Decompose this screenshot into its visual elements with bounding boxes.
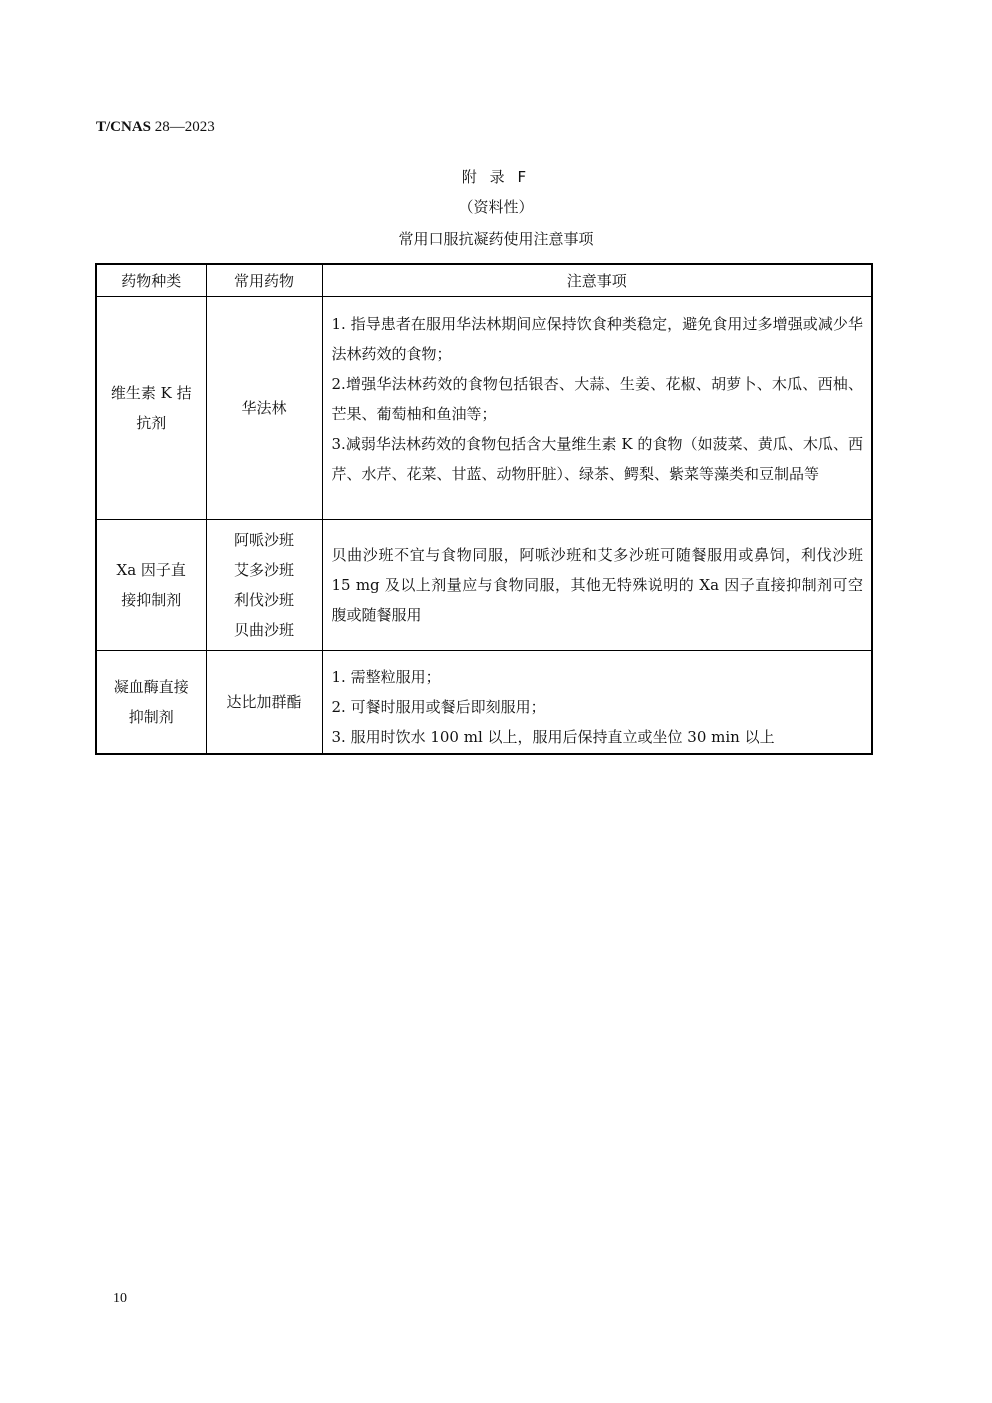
precaution-item: 3.减弱华法林药效的食物包括含大量维生素 K 的食物（如菠菜、黄瓜、木瓜、西芹、水芹、花菜、甘蓝、动物肝脏）、绿茶、鳄梨、紫菜等藻类和豆制品等 [331, 435, 863, 483]
category-line: 维生素 K 拮 [110, 384, 192, 402]
drug-name: 艾多沙班 [233, 561, 294, 579]
appendix-title: 附 录 F [461, 168, 531, 186]
drug-name: 阿哌沙班 [233, 531, 294, 549]
category-line: 凝血酶直接 [113, 678, 189, 696]
category-line: 抑制剂 [128, 708, 174, 726]
standard-prefix: T/CNAS [96, 119, 152, 135]
table-title: 常用口服抗凝药使用注意事项 [398, 230, 594, 248]
category-line: 抗剂 [136, 414, 167, 432]
drug-category-cell [96, 520, 206, 651]
header-precautions: 注意事项 [322, 264, 872, 297]
table-row [96, 297, 872, 520]
precaution-item: 2. 可餐时服用或餐后即刻服用； [331, 698, 546, 716]
header-common-drug: 常用药物 [206, 264, 322, 297]
header-drug-category: 药物种类 [96, 264, 206, 297]
drug-name-cell [206, 297, 322, 520]
table-row [96, 520, 872, 651]
drug-name: 利伐沙班 [233, 591, 294, 609]
drug-name: 达比加群酯 [226, 693, 302, 711]
drug-name: 贝曲沙班 [233, 621, 294, 639]
table-header-row [96, 264, 872, 297]
precaution-item: 贝曲沙班不宜与食物同服，阿哌沙班和艾多沙班可随餐服用或鼻饲，利伐沙班 15 mg 及以上剂量应与食物同服，其他无特殊说明的 Xa 因子直接抑制剂可空腹或随餐服用 [331, 546, 863, 624]
document-code [96, 119, 215, 136]
appendix-nature: （资料性） [458, 198, 534, 216]
precautions-cell [322, 520, 872, 651]
table-row [96, 651, 872, 755]
drug-name-cell [206, 651, 322, 755]
page-number: 10 [113, 1291, 127, 1306]
precaution-item: 3. 服用时饮水 100 ml 以上，服用后保持直立或坐位 30 min 以上 [331, 728, 775, 746]
category-line: 接抑制剂 [121, 591, 182, 609]
drug-name: 华法林 [241, 399, 287, 417]
drug-category-cell [96, 297, 206, 520]
precautions-cell [322, 651, 872, 755]
drug-name-cell [206, 520, 322, 651]
drug-category-cell [96, 651, 206, 755]
precaution-item: 1. 需整粒服用； [331, 668, 441, 686]
category-line: Xa 因子直 [116, 561, 186, 579]
precautions-cell [322, 297, 872, 520]
standard-number: 28—2023 [151, 119, 215, 135]
precaution-item: 2.增强华法林药效的食物包括银杏、大蒜、生姜、花椒、胡萝卜、木瓜、西柚、芒果、葡萄柚和鱼油等； [331, 375, 863, 423]
anticoagulant-table [95, 263, 873, 755]
precaution-item: 1. 指导患者在服用华法林期间应保持饮食种类稳定，避免食用过多增强或减少华法林药效的食物； [331, 315, 863, 363]
